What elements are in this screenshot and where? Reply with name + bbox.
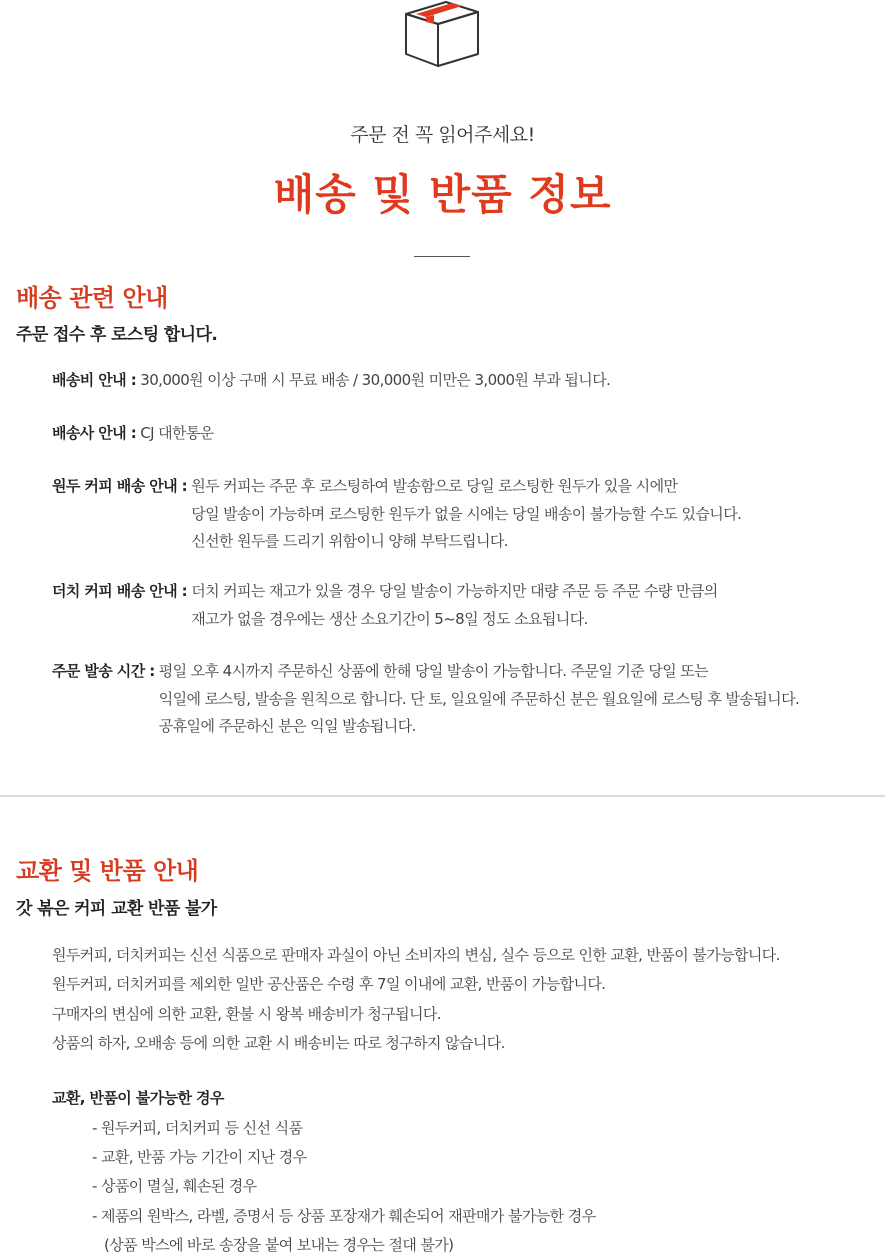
dutch-coffee-shipping-info xyxy=(52,578,718,633)
info-label: 원두 커피 배송 안내 : xyxy=(52,477,188,495)
info-line: 공휴일에 주문하신 분은 익일 발송됩니다. xyxy=(158,717,416,735)
info-label: 배송사 안내 : xyxy=(52,424,137,442)
list-item: - 교환, 반품 가능 기간이 지난 경우 xyxy=(92,1148,307,1167)
policy-line: 구매자의 변심에 의한 교환, 환불 시 왕복 배송비가 청구됩니다. xyxy=(52,1004,441,1023)
info-label: 더치 커피 배송 안내 : xyxy=(52,582,188,600)
info-line: 재고가 없을 경우에는 생산 소요기간이 5~8일 정도 소요됩니다. xyxy=(191,609,588,628)
dispatch-time-info xyxy=(52,658,799,741)
policy-line: 원두커피, 더치커피를 제외한 일반 공산품은 수령 후 7일 이내에 교환, 반품이 가능합니다. xyxy=(52,975,606,994)
returns-heading: 교환 및 반품 안내 xyxy=(16,857,199,885)
box-icon xyxy=(404,0,480,70)
shipping-fee-info xyxy=(52,367,610,395)
info-line: 당일 발송이 가능하며 로스팅한 원두가 없을 시에는 당일 배송이 불가능할 수도 있습니다. xyxy=(191,504,742,523)
info-label: 배송비 안내 : xyxy=(52,371,137,389)
info-label: 주문 발송 시간 : xyxy=(52,662,155,680)
info-line: 원두 커피는 주문 후 로스팅하여 발송함으로 당일 로스팅한 원두가 있을 시에만 xyxy=(191,477,678,495)
shipping-subheading: 주문 접수 후 로스팅 합니다. xyxy=(16,325,218,345)
info-line: 익일에 로스팅, 발송을 원칙으로 합니다. 단 토, 일요일에 주문하신 분은 월요일에 로스팅 후 발송됩니다. xyxy=(158,689,800,708)
returns-policy-text xyxy=(52,941,780,1058)
policy-line: 상품의 하자, 오배송 등에 의한 교환 시 배송비는 따로 청구하지 않습니다. xyxy=(52,1033,505,1052)
info-line: 신선한 원두를 드리기 위함이니 양해 부탁드립니다. xyxy=(191,532,508,550)
section-divider xyxy=(0,795,885,797)
list-item: - 제품의 원박스, 라벨, 증명서 등 상품 포장재가 훼손되어 재판매가 불가능한 경우 xyxy=(92,1206,596,1225)
info-line: CJ 대한통운 xyxy=(140,424,214,442)
list-item-note: (상품 박스에 바로 송장을 붙여 보내는 경우는 절대 불가) xyxy=(104,1235,454,1254)
non-returnable-list xyxy=(92,1114,595,1256)
non-returnable-title: 교환, 반품이 불가능한 경우 xyxy=(52,1089,224,1107)
list-item: - 상품이 멸실, 훼손된 경우 xyxy=(92,1177,257,1196)
list-item: - 원두커피, 더치커피 등 신선 식품 xyxy=(92,1119,303,1137)
info-line: 더치 커피는 재고가 있을 경우 당일 발송이 가능하지만 대량 주문 등 주문 수량 만큼의 xyxy=(191,582,718,600)
page-title: 배송 및 반품 정보 xyxy=(273,170,612,219)
shipping-heading: 배송 관련 안내 xyxy=(16,284,168,312)
info-line: 30,000원 이상 구매 시 무료 배송 / 30,000원 미만은 3,000원 부과 됩니다. xyxy=(140,371,611,389)
page-subtitle: 주문 전 꼭 읽어주세요! xyxy=(350,124,535,146)
returns-subheading: 갓 볶은 커피 교환 반품 불가 xyxy=(16,899,217,919)
bean-coffee-shipping-info xyxy=(52,473,741,556)
title-divider xyxy=(414,256,470,257)
policy-line: 원두커피, 더치커피는 신선 식품으로 판매자 과실이 아닌 소비자의 변심, 실수 등으로 인한 교환, 반품이 불가능합니다. xyxy=(52,946,780,964)
carrier-info xyxy=(52,420,214,448)
info-line: 평일 오후 4시까지 주문하신 상품에 한해 당일 발송이 가능합니다. 주문일 기준 당일 또는 xyxy=(158,662,709,680)
